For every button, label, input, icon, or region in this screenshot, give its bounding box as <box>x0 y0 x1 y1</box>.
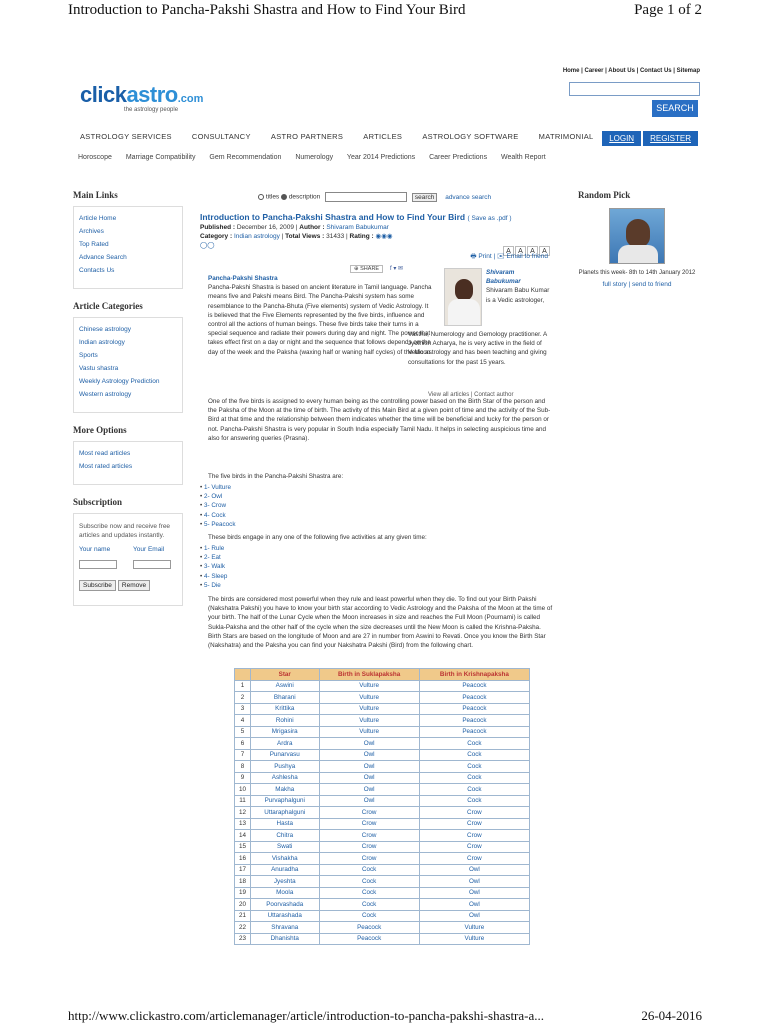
table-cell: 13 <box>235 818 251 830</box>
author-bio-more <box>408 330 548 367</box>
author-link[interactable]: Shivaram Babukumar <box>326 224 389 231</box>
table-cell: Vulture <box>319 726 419 738</box>
subnav-career[interactable]: Career Predictions <box>429 154 488 161</box>
table-cell: Peacock <box>419 680 529 692</box>
table-cell: Vulture <box>319 692 419 704</box>
link-article-home[interactable]: Article Home <box>79 215 117 222</box>
advance-search-link[interactable]: advance search <box>445 193 492 201</box>
subscribe-button[interactable]: Subscribe <box>79 580 116 591</box>
subnav-horoscope[interactable]: Horoscope <box>78 154 112 161</box>
table-cell: Peacock <box>419 726 529 738</box>
subnav-marriage[interactable]: Marriage Compatibility <box>125 154 196 161</box>
table-cell: Peacock <box>419 692 529 704</box>
table-row <box>235 922 530 934</box>
share-button[interactable] <box>350 265 383 273</box>
table-cell: Aswini <box>251 680 320 692</box>
table-cell: Crow <box>419 853 529 865</box>
table-cell: 6 <box>235 738 251 750</box>
site-search-input[interactable] <box>569 82 700 96</box>
category-weekly[interactable]: Weekly Astrology Prediction <box>79 378 160 385</box>
author-name[interactable]: Shivaram Babukumar <box>486 269 521 286</box>
logo-tagline: the astrology people <box>124 107 179 113</box>
email-link[interactable]: Email to friend <box>506 253 548 260</box>
page-number: Page 1 of 2 <box>634 2 702 18</box>
random-pick <box>572 190 702 288</box>
table-cell: Hasta <box>251 818 320 830</box>
table-cell: Crow <box>319 841 419 853</box>
views-label: Total Views : <box>285 233 325 240</box>
table-cell: 16 <box>235 853 251 865</box>
font-size-2[interactable]: A <box>515 246 526 256</box>
table-cell: 22 <box>235 922 251 934</box>
subscription-heading: Subscription <box>73 497 123 507</box>
link-most-read[interactable]: Most read articles <box>79 450 131 457</box>
table-cell: Dhanishta <box>251 933 320 945</box>
category-vastu[interactable]: Vastu shastra <box>79 365 119 372</box>
table-cell: Vulture <box>319 680 419 692</box>
link-most-rated[interactable]: Most rated articles <box>79 463 133 470</box>
published-label: Published : <box>200 224 236 231</box>
author-bio-2: Vasthu, Numerology and Gemology practitioner. A Jyothish Acharya, he is very active in the field of Vedic astrology and has been teaching and giving consultations for the past 15 years. <box>408 331 547 366</box>
bird-item: • 2- Owl <box>200 492 235 501</box>
subnav-numerology[interactable]: Numerology <box>295 154 334 161</box>
email-input[interactable] <box>133 560 171 569</box>
table-cell: Owl <box>319 772 419 784</box>
table-row <box>235 876 530 888</box>
main-nav <box>80 132 612 141</box>
print-header <box>68 2 702 22</box>
table-header-row <box>235 669 530 681</box>
table-header: Star <box>251 669 320 681</box>
table-cell: 18 <box>235 876 251 888</box>
table-cell: Crow <box>319 853 419 865</box>
table-cell: Bharani <box>251 692 320 704</box>
left-sidebar <box>73 190 183 618</box>
table-cell: 23 <box>235 933 251 945</box>
share-icon: ⊕ <box>354 266 361 272</box>
font-size-3[interactable]: A <box>527 246 538 256</box>
print-icon[interactable]: 🖶 <box>470 253 477 260</box>
table-header: Birth in Krishnapaksha <box>419 669 529 681</box>
table-row <box>235 887 530 899</box>
subscription-buttons <box>79 580 177 591</box>
email-label: Your Email <box>133 546 165 553</box>
category-chinese[interactable]: Chinese astrology <box>79 326 132 333</box>
titles-label: titles <box>265 193 280 201</box>
table-row <box>235 726 530 738</box>
table-cell: Peacock <box>419 715 529 727</box>
table-cell: Jyeshta <box>251 876 320 888</box>
nav-astrology-software[interactable]: ASTROLOGY SOFTWARE <box>422 132 519 141</box>
birds-list <box>200 483 235 529</box>
table-cell: Swati <box>251 841 320 853</box>
views-count: 31433 <box>326 233 345 240</box>
table-row <box>235 761 530 773</box>
table-row <box>235 807 530 819</box>
paragraph-5: The birds are considered most powerful when they rule and least powerful when they die. To find out your Birth Pakshi (Nakshatra Pakshi) you have to know your birth star according to Vedic Astrology and the Paksha of the Moon at the time of your birth. The half of the Lunar Cycle when the Moon increases in size and reaches the Full Moon (Pournami) is called Sukla-Paksha and the other half of the cycle when the size decreases until the New Moon is called the Krishna-Paksha. Birth Stars are based on the longitude of Moon and are 27 in number from Aswini to Revati. Once you know the Birth Star (Nakshatra) and the Paksha you can find your Nakshatra Pakshi (Bird) from the following chart. <box>208 596 553 650</box>
nav-consultancy[interactable]: CONSULTANCY <box>191 132 251 141</box>
main-links-heading: Main Links <box>73 190 118 200</box>
article-search <box>258 192 491 202</box>
table-cell: 4 <box>235 715 251 727</box>
rating-label: Rating : <box>349 233 374 240</box>
random-pick-heading: Random Pick <box>578 190 631 200</box>
table-cell: Owl <box>319 784 419 796</box>
table-cell: 17 <box>235 864 251 876</box>
table-cell: Cock <box>419 761 529 773</box>
print-url: http://www.clickastro.com/articlemanager/article/introduction-to-pancha-pakshi-shastra-a... <box>68 1008 545 1023</box>
table-cell: Crow <box>319 830 419 842</box>
table-row <box>235 772 530 784</box>
table-row <box>235 818 530 830</box>
random-pick-photo[interactable] <box>609 208 665 264</box>
table-cell: Rohini <box>251 715 320 727</box>
activity-item: • 3- Walk <box>200 562 227 571</box>
name-label: Your name <box>79 546 111 553</box>
table-row <box>235 910 530 922</box>
article-meta: Published : December 16, 2009 | Author : Shivaram Babukumar Category : Indian astrology | Total Views : 31433 | Rating : ◉◉◉ ◯◯ <box>200 224 393 249</box>
article-title <box>200 212 560 222</box>
nav-matrimonial[interactable]: MATRIMONIAL <box>538 132 594 141</box>
categories-box <box>73 317 183 413</box>
table-cell: Owl <box>319 795 419 807</box>
category-indian[interactable]: Indian astrology <box>79 339 125 346</box>
table-cell: Cock <box>419 795 529 807</box>
paragraph-4: These birds engage in any one of the following five activities at any given time: <box>208 534 427 541</box>
table-cell: Owl <box>319 749 419 761</box>
table-cell: 9 <box>235 772 251 784</box>
nav-astro-partners[interactable]: ASTRO PARTNERS <box>270 132 344 141</box>
table-cell: Owl <box>419 876 529 888</box>
article-title-text: Introduction to Pancha-Pakshi Shastra and How to Find Your Bird <box>200 212 466 222</box>
table-cell: Crow <box>419 818 529 830</box>
table-cell: Cock <box>319 910 419 922</box>
table-cell: Cock <box>419 784 529 796</box>
email-icon[interactable]: ✉ <box>497 253 505 260</box>
table-cell: Vulture <box>419 933 529 945</box>
table-cell: Peacock <box>319 933 419 945</box>
activities-list <box>200 544 227 590</box>
font-size-4[interactable]: A <box>539 246 550 256</box>
table-cell: Ardra <box>251 738 320 750</box>
share-label: SHARE <box>360 266 380 272</box>
intro-paragraph <box>208 274 434 357</box>
bird-item: • 1- Vulture <box>200 483 235 492</box>
name-input[interactable] <box>79 560 117 569</box>
table-cell: 20 <box>235 899 251 911</box>
table-cell: Uttaraphalguni <box>251 807 320 819</box>
intro-text: Pancha-Pakshi Shastra is based on ancient literature in Tamil language. Pancha means five and Pakshi means Bird. The Pancha-Pakshi system has some resemblance to the Pancha-Bhuta (Five elements) system of Vedic Astrology. It is believed that the Five Elements represented by the five birds, influence and control all the actions of human beings. These five birds take their turns in a special sequence and radiate their powers during day and night. The power that takes effect first on a day or night and the sequence that follows depends on the day of the week and the Paksha (waxing half or waning half cycles) of the Moon. <box>208 284 433 356</box>
login-button[interactable]: LOGIN <box>602 131 641 146</box>
table-cell: Vulture <box>319 703 419 715</box>
table-cell: Makha <box>251 784 320 796</box>
nav-articles[interactable]: ARTICLES <box>363 132 403 141</box>
author-bio-1: Shivaram Babu Kumar is a Vedic astrologer, <box>486 287 550 304</box>
subnav-year-predictions[interactable]: Year 2014 Predictions <box>346 154 416 161</box>
table-cell: Anuradha <box>251 864 320 876</box>
table-cell: Owl <box>419 899 529 911</box>
table-row <box>235 841 530 853</box>
table-row <box>235 749 530 761</box>
table-cell: 2 <box>235 692 251 704</box>
sub-nav <box>78 154 558 161</box>
subscription-fields <box>79 546 177 574</box>
table-row <box>235 830 530 842</box>
table-cell: 3 <box>235 703 251 715</box>
table-cell: Crow <box>419 830 529 842</box>
category-western[interactable]: Western astrology <box>79 391 132 398</box>
remove-button[interactable]: Remove <box>118 580 150 591</box>
table-cell: Owl <box>419 887 529 899</box>
table-cell: Cock <box>319 864 419 876</box>
print-link[interactable]: Print <box>478 253 492 260</box>
table-cell: Peacock <box>419 703 529 715</box>
table-row <box>235 715 530 727</box>
rating-extra-icon[interactable]: ◯◯ <box>200 242 215 249</box>
save-pdf-link[interactable]: ( Save as .pdf ) <box>467 215 512 222</box>
subscription-box <box>73 513 183 606</box>
table-cell: 19 <box>235 887 251 899</box>
table-row <box>235 703 530 715</box>
logo-dotcom: .com <box>177 93 204 105</box>
site-logo[interactable] <box>80 82 204 113</box>
auth-buttons <box>600 128 698 146</box>
table-cell: Pushya <box>251 761 320 773</box>
table-cell: Vishakha <box>251 853 320 865</box>
table-cell: Peacock <box>319 922 419 934</box>
table-cell: Cock <box>419 772 529 784</box>
table-cell: Uttarashada <box>251 910 320 922</box>
table-cell: 1 <box>235 680 251 692</box>
table-cell: Vulture <box>319 715 419 727</box>
rating-stars-icon[interactable]: ◉◉◉ <box>375 233 393 240</box>
bird-item: • 5- Peacock <box>200 520 235 529</box>
table-cell: Cock <box>319 887 419 899</box>
table-cell: Poorvashada <box>251 899 320 911</box>
table-cell: Owl <box>319 738 419 750</box>
top-links[interactable]: Home | Career | About Us | Contact Us | Sitemap <box>562 68 700 74</box>
table-row <box>235 899 530 911</box>
table-cell: Ashlesha <box>251 772 320 784</box>
published-date: December 16, 2009 <box>236 224 294 231</box>
print-date: 26-04-2016 <box>641 1008 702 1023</box>
titles-radio[interactable] <box>258 194 264 200</box>
table-row <box>235 680 530 692</box>
table-cell: 14 <box>235 830 251 842</box>
table-cell: Punarvasu <box>251 749 320 761</box>
category-link[interactable]: Indian astrology <box>233 233 280 240</box>
table-row <box>235 738 530 750</box>
activity-item: • 1- Rule <box>200 544 227 553</box>
table-cell: Cock <box>419 738 529 750</box>
table-row <box>235 795 530 807</box>
table-cell: 10 <box>235 784 251 796</box>
table-cell: Crow <box>419 841 529 853</box>
table-cell: 15 <box>235 841 251 853</box>
author-photo <box>444 268 482 326</box>
table-header <box>235 669 251 681</box>
social-icons[interactable]: f ▾ ✉ <box>390 266 404 272</box>
subnav-wealth[interactable]: Wealth Report <box>501 154 546 161</box>
main-links-box <box>73 206 183 289</box>
activity-item: • 2- Eat <box>200 553 227 562</box>
table-cell: Vulture <box>419 922 529 934</box>
register-button[interactable]: REGISTER <box>643 131 698 146</box>
subscription-text: Subscribe now and receive free articles and updates instantly. <box>79 523 171 539</box>
link-archives[interactable]: Archives <box>79 228 104 235</box>
random-pick-caption: Planets this week- 8th to 14th January 2012 <box>578 270 696 276</box>
link-advance-search[interactable]: Advance Search <box>79 254 127 261</box>
nakshatra-table <box>234 668 530 945</box>
description-radio[interactable] <box>281 194 287 200</box>
table-cell: Chitra <box>251 830 320 842</box>
category-sports[interactable]: Sports <box>79 352 98 359</box>
table-cell: 11 <box>235 795 251 807</box>
table-cell: Mrigasira <box>251 726 320 738</box>
table-cell: 21 <box>235 910 251 922</box>
table-cell: Crow <box>319 818 419 830</box>
random-pick-links[interactable]: full story | send to friend <box>602 281 672 288</box>
table-cell: 8 <box>235 761 251 773</box>
site-search-button[interactable]: SEARCH <box>652 100 698 117</box>
table-cell: 7 <box>235 749 251 761</box>
paragraph-3: The five birds in the Pancha-Pakshi Shastra are: <box>208 473 344 480</box>
table-body <box>235 680 530 945</box>
author-links[interactable]: View all articles | Contact author <box>428 392 514 398</box>
categories-heading: Article Categories <box>73 301 143 311</box>
bird-item: • 4- Cock <box>200 511 235 520</box>
table-row <box>235 853 530 865</box>
link-top-rated[interactable]: Top Rated <box>79 241 109 248</box>
options-heading: More Options <box>73 425 127 435</box>
table-cell: Cock <box>319 899 419 911</box>
intro-heading: Pancha-Pakshi Shastra <box>208 275 278 282</box>
font-size-1[interactable]: A <box>503 246 514 256</box>
author-label: Author : <box>299 224 325 231</box>
options-box <box>73 441 183 485</box>
table-row <box>235 784 530 796</box>
print-email-links: 🖶 Print | ✉ Email to friend <box>470 253 548 260</box>
bird-item: • 3- Crow <box>200 501 235 510</box>
table-cell: Moola <box>251 887 320 899</box>
table-cell: 5 <box>235 726 251 738</box>
table-cell: Purvaphalguni <box>251 795 320 807</box>
table-header: Birth in Suklapaksha <box>319 669 419 681</box>
print-title: Introduction to Pancha-Pakshi Shastra and How to Find Your Bird <box>68 2 466 18</box>
logo-click: click <box>80 82 127 107</box>
category-label: Category : <box>200 233 233 240</box>
table-cell: Cock <box>319 876 419 888</box>
description-label: description <box>288 193 321 201</box>
table-cell: Owl <box>419 864 529 876</box>
activity-item: • 4- Sleep <box>200 572 227 581</box>
table-row <box>235 933 530 945</box>
table-row <box>235 692 530 704</box>
table-cell: Shravana <box>251 922 320 934</box>
subnav-gem[interactable]: Gem Recommendation <box>209 154 282 161</box>
table-cell: Crow <box>419 807 529 819</box>
table-cell: Krittika <box>251 703 320 715</box>
table-row <box>235 864 530 876</box>
logo-astro: astro <box>126 82 178 107</box>
author-bio-top <box>486 268 550 305</box>
link-contacts[interactable]: Contacts Us <box>79 267 115 274</box>
table-cell: 12 <box>235 807 251 819</box>
nav-astrology-services[interactable]: ASTROLOGY SERVICES <box>80 132 172 141</box>
table-cell: Cock <box>419 749 529 761</box>
table-cell: Owl <box>419 910 529 922</box>
activity-item: • 5- Die <box>200 581 227 590</box>
table-cell: Crow <box>319 807 419 819</box>
article-search-input[interactable] <box>325 192 407 202</box>
paragraph-2: One of the five birds is assigned to every human being as the controlling power based on the Birth Star of the person and the Paksha of the Moon at the time of birth. The activity of this Main Bird at a given point of time and the activity of the Sub-Bird at that time and the relationship between them indicates whether the time will be beneficial and lucky for the person or not. Pancha-Pakshi Shastra is very popular in South India especially Tamil Nadu. It helps in selecting auspicious time and also for answering queries (Prasna). <box>208 398 551 442</box>
article <box>200 212 560 943</box>
table-cell: Owl <box>319 761 419 773</box>
article-search-button[interactable]: search <box>412 193 438 202</box>
